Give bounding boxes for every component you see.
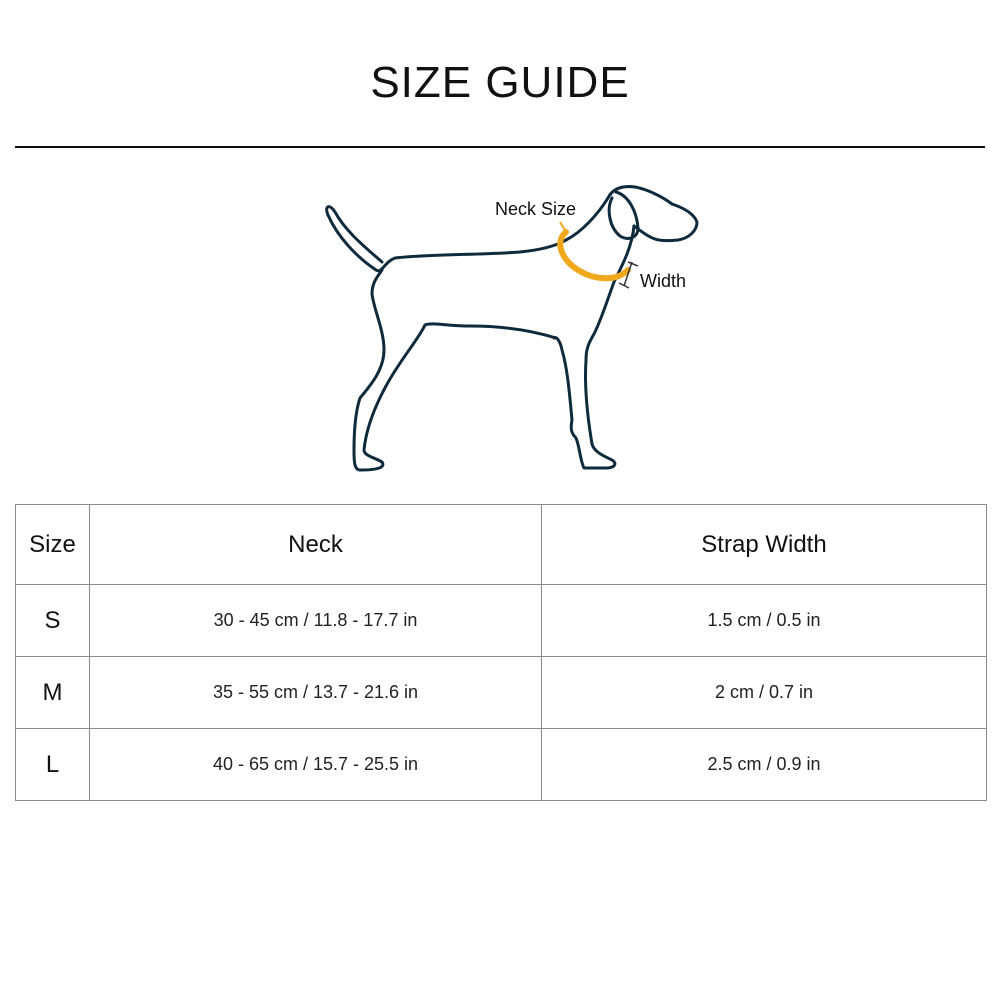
table-row — [16, 657, 987, 729]
neck-cell: 30 - 45 cm / 11.8 - 17.7 in — [90, 585, 542, 657]
dog-chest-outline — [586, 226, 634, 360]
size-cell: S — [16, 585, 90, 657]
table-header-row — [16, 505, 987, 585]
size-table — [15, 504, 987, 801]
neck-cell: 40 - 65 cm / 15.7 - 25.5 in — [90, 729, 542, 801]
header-strap-width: Strap Width — [542, 505, 987, 585]
strap-width-cell: 2.5 cm / 0.9 in — [542, 729, 987, 801]
table-row — [16, 729, 987, 801]
neck-size-pointer — [560, 222, 566, 232]
strap-width-cell: 2 cm / 0.7 in — [542, 657, 987, 729]
size-cell: M — [16, 657, 90, 729]
neck-cell: 35 - 55 cm / 13.7 - 21.6 in — [90, 657, 542, 729]
strap-width-cell: 1.5 cm / 0.5 in — [542, 585, 987, 657]
dog-belly-outline — [425, 324, 556, 338]
neck-size-label: Neck Size — [495, 199, 577, 219]
dog-front-leg-outline — [554, 338, 615, 469]
size-cell: L — [16, 729, 90, 801]
dog-back-leg-outline — [354, 270, 425, 470]
header-neck: Neck — [90, 505, 542, 585]
header-size: Size — [16, 505, 90, 585]
dog-head-outline — [634, 204, 697, 241]
table-row — [16, 585, 987, 657]
page-title: SIZE GUIDE — [370, 58, 630, 107]
width-label: Width — [640, 271, 687, 291]
